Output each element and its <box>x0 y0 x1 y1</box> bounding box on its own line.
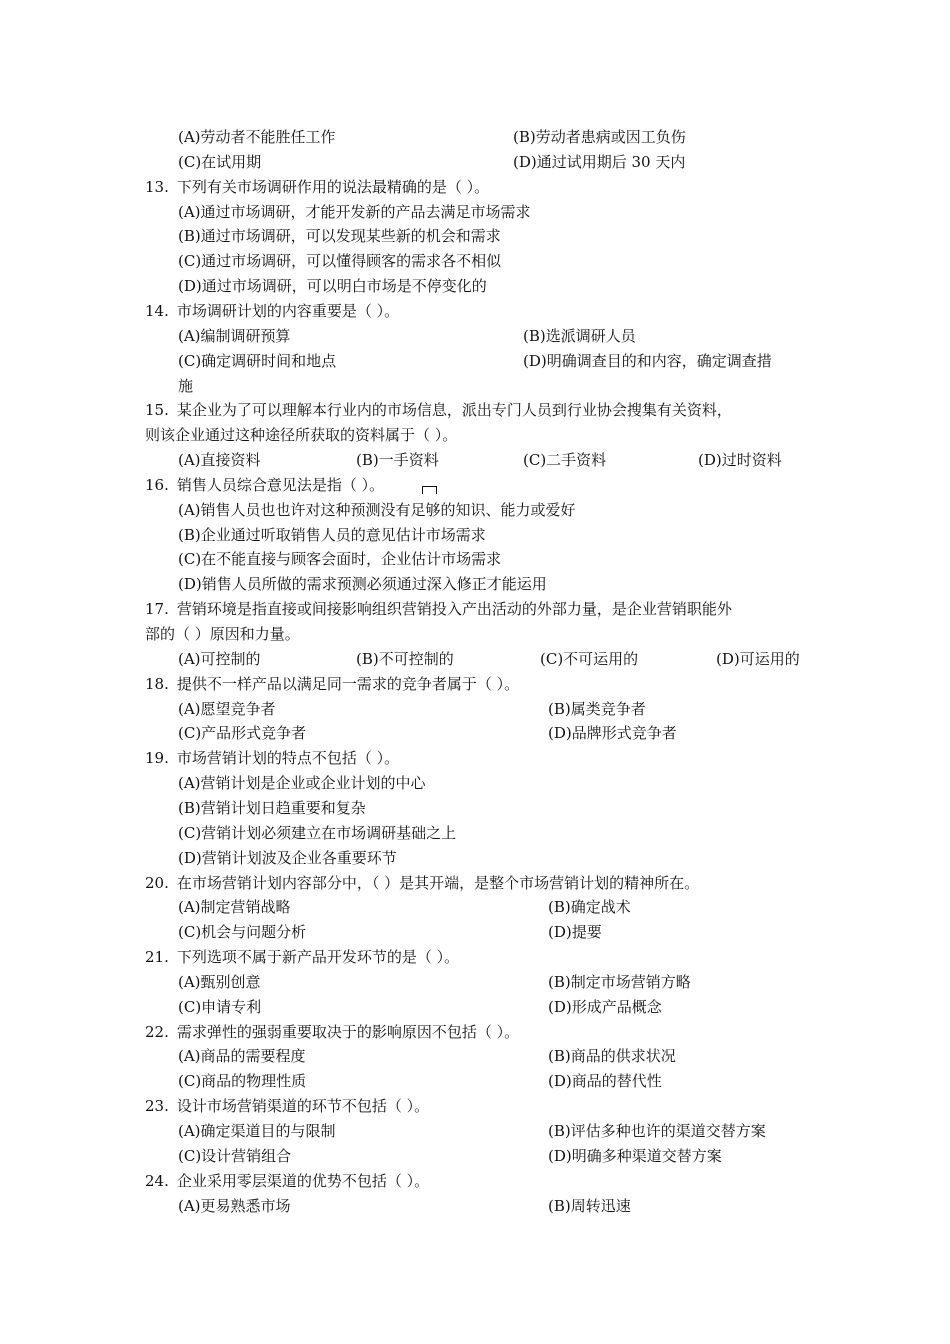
options-line <box>178 970 818 995</box>
options-line <box>178 995 818 1020</box>
answer-option: (C)二手资料 <box>523 451 607 470</box>
question-text: 提供不一样产品以满足同一需求的竞争者属于（ ）。 <box>176 674 520 693</box>
options-line <box>178 821 818 846</box>
answer-option: (D)形成产品概念 <box>548 997 662 1016</box>
options-line <box>178 895 818 920</box>
answer-option: 施 <box>178 376 194 395</box>
options-line <box>178 200 818 225</box>
options-line <box>178 1044 818 1069</box>
answer-option: (B)不可控制的 <box>356 649 454 668</box>
answer-option: (B)属类竞争者 <box>548 699 646 718</box>
question-text: 市场调研计划的内容重要是（ ）。 <box>176 301 400 320</box>
answer-option: (A)直接资料 <box>178 451 261 470</box>
answer-option: (D)过时资料 <box>698 451 782 470</box>
question-line <box>145 871 815 896</box>
answer-option: (A)销售人员也也许对这种预测没有足够的知识、能力或爱好 <box>178 500 576 519</box>
options-line <box>178 721 818 746</box>
answer-option: (B)营销计划日趋重要和复杂 <box>178 798 366 817</box>
answer-option: (D)明确多种渠道交替方案 <box>548 1146 722 1165</box>
answer-option: (D)明确调查目的和内容，确定调查措 <box>523 351 772 370</box>
answer-option: (C)申请专利 <box>178 997 262 1016</box>
question-number: 14. <box>145 301 169 320</box>
answer-option: (C)通过市场调研，可以懂得顾客的需求各不相似 <box>178 252 502 271</box>
question-text: 某企业为了可以理解本行业内的市场信息，派出专门人员到行业协会搜集有关资料， <box>176 401 732 420</box>
answer-option: (A)商品的需要程度 <box>178 1047 306 1066</box>
answer-option: (A)编制调研预算 <box>178 326 291 345</box>
answer-option: (B)劳动者患病或因工负伤 <box>513 128 686 146</box>
options-line <box>178 374 818 399</box>
options-line <box>178 1119 818 1144</box>
question-text: 下列选项不属于新产品开发环节的是（ ）。 <box>176 948 460 967</box>
answer-option: (D)销售人员所做的需求预测必须通过深入修正才能运用 <box>178 575 547 594</box>
answer-option: (A)甄别创意 <box>178 972 261 991</box>
answer-option: (C)设计营销组合 <box>178 1146 292 1165</box>
options-line <box>178 572 818 597</box>
answer-option: (B)评估多种也许的渠道交替方案 <box>548 1122 766 1140</box>
question-line <box>145 473 815 498</box>
question-line <box>145 1169 815 1194</box>
options-line <box>178 920 818 945</box>
question-line <box>145 175 815 200</box>
question-text: 下列有关市场调研作用的说法最精确的是（ ）。 <box>176 177 490 196</box>
question-line <box>145 299 815 324</box>
answer-option: (C)机会与问题分析 <box>178 923 307 942</box>
answer-option: (C)确定调研时间和地点 <box>178 351 337 370</box>
answer-option: (B)周转迅速 <box>548 1196 631 1215</box>
answer-option: (A)营销计划是企业或企业计划的中心 <box>178 774 426 793</box>
answer-option: (B)企业通过听取销售人员的意见估计市场需求 <box>178 525 486 544</box>
answer-option: (D)营销计划波及企业各重要环节 <box>178 848 397 867</box>
question-line <box>145 597 815 622</box>
answer-option: (C)营销计划必须建立在市场调研基础之上 <box>178 823 457 842</box>
options-line <box>178 224 818 249</box>
answer-option: (C)产品形式竞争者 <box>178 724 307 743</box>
options-line <box>178 274 818 299</box>
question-text: 营销环境是指直接或间接影响组织营销投入产出活动的外部力量，是企业营销职能外 <box>176 600 732 619</box>
answer-option: (B)确定战术 <box>548 898 631 917</box>
answer-option: (D)提要 <box>548 923 602 942</box>
answer-option: (D)商品的替代性 <box>548 1072 662 1091</box>
answer-option: (C)不可运用的 <box>540 649 639 668</box>
answer-option: (D)品牌形式竞争者 <box>548 724 677 743</box>
question-line <box>145 1094 815 1119</box>
answer-option: (C)商品的物理性质 <box>178 1072 307 1091</box>
options-line <box>178 647 818 672</box>
question-number: 22. <box>145 1022 169 1041</box>
answer-option: (C)在试用期 <box>178 152 262 171</box>
question-number: 19. <box>145 749 169 768</box>
options-line <box>178 796 818 821</box>
question-line <box>145 398 815 423</box>
question-number: 18. <box>145 674 169 693</box>
answer-option: (A)更易熟悉市场 <box>178 1196 291 1215</box>
question-line <box>145 1020 815 1045</box>
question-number: 16. <box>145 475 169 494</box>
answer-option: (A)确定渠道目的与限制 <box>178 1122 336 1140</box>
question-text: 设计市场营销渠道的环节不包括（ ）。 <box>176 1097 430 1116</box>
options-line <box>178 1069 818 1094</box>
options-line <box>178 523 818 548</box>
question-line <box>145 672 815 697</box>
answer-option: (B)制定市场营销方略 <box>548 972 691 991</box>
answer-option: (A)制定营销战略 <box>178 898 291 917</box>
answer-option: (D)通过市场调研，可以明白市场是不停变化的 <box>178 277 487 296</box>
answer-option: (B)一手资料 <box>356 451 439 470</box>
question-number: 15. <box>145 401 169 420</box>
answer-option: (D)通过试用期后 30 天内 <box>513 152 686 171</box>
answer-option: (A)愿望竞争者 <box>178 699 276 718</box>
options-line <box>178 846 818 871</box>
options-line <box>178 1194 818 1219</box>
question-text: 需求弹性的强弱重要取决于的影响原因不包括（ ）。 <box>176 1022 520 1041</box>
options-line <box>178 448 818 473</box>
answer-option: (B)商品的供求状况 <box>548 1047 676 1066</box>
options-line <box>178 125 818 150</box>
options-line <box>178 324 818 349</box>
answer-option: (D)可运用的 <box>716 649 800 668</box>
question-text: 在市场营销计划内容部分中，（ ）是其开端，是整个市场营销计划的精神所在。 <box>176 873 700 892</box>
question-text: 企业采用零层渠道的优势不包括（ ）。 <box>176 1171 430 1190</box>
answer-option: (A)劳动者不能胜任工作 <box>178 128 336 146</box>
question-text: 市场营销计划的特点不包括（ ）。 <box>176 749 400 768</box>
answer-option: (B)选派调研人员 <box>523 326 636 345</box>
options-line <box>178 249 818 274</box>
question-text: 销售人员综合意见法是指（ ）。 <box>176 475 385 494</box>
options-line <box>178 697 818 722</box>
question-number: 17. <box>145 600 169 619</box>
answer-option: (A)可控制的 <box>178 649 261 668</box>
options-line <box>178 771 818 796</box>
options-line <box>178 150 818 175</box>
question-line <box>145 945 815 970</box>
question-number: 20. <box>145 873 169 892</box>
answer-option: (A)通过市场调研，才能开发新的产品去满足市场需求 <box>178 202 531 221</box>
text-cursor-mark <box>422 486 437 494</box>
options-line <box>178 1144 818 1169</box>
question-continuation: 部的（ ）原因和力量。 <box>145 625 300 643</box>
options-line <box>178 349 818 374</box>
answer-option: (C)在不能直接与顾客会面时，企业估计市场需求 <box>178 550 502 569</box>
answer-option: (B)通过市场调研，可以发现某些新的机会和需求 <box>178 227 501 246</box>
question-continuation: 则该企业通过这种途径所获取的资料属于（ ）。 <box>145 426 458 445</box>
options-line <box>178 498 818 523</box>
question-number: 21. <box>145 948 169 967</box>
question-number: 23. <box>145 1097 169 1116</box>
options-line <box>178 547 818 572</box>
question-number: 24. <box>145 1171 169 1190</box>
question-number: 13. <box>145 177 169 196</box>
question-line <box>145 746 815 771</box>
